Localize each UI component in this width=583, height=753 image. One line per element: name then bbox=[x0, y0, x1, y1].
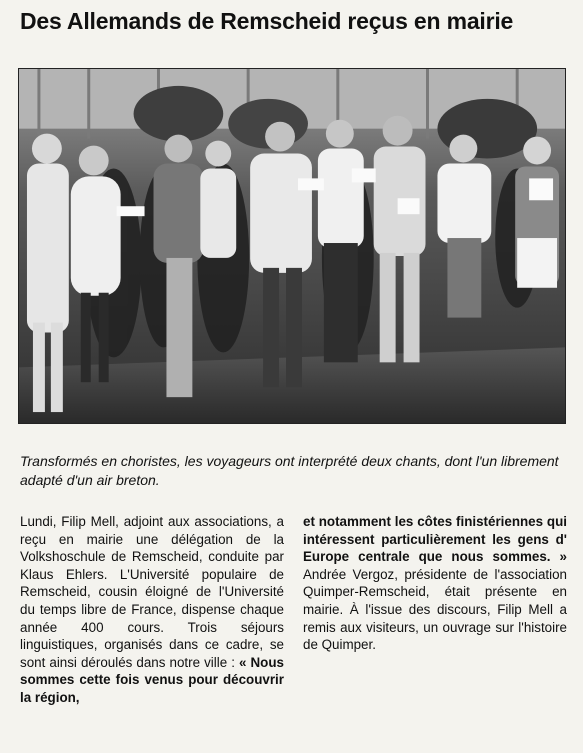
photo-caption: Transformés en choristes, les voyageurs ont interprété deux chants, dont l'un librement adapté d'un air breton. bbox=[20, 453, 559, 488]
article-body-right bbox=[303, 513, 567, 654]
body-left-quote: « Nous sommes cette fois venus pour découvrir la région, bbox=[20, 654, 284, 705]
article-body-left bbox=[20, 513, 284, 707]
body-right-quote: et notamment les côtes finistériennes qui intéressent particulièrement les gens d' Europe centrale que nous sommes. » bbox=[303, 514, 567, 565]
body-right-text: Andrée Vergoz, présidente de l'association Quimper-Remscheid, était présente en mairie. À l'issue des discours, Filip Mell a remis aux visiteurs, un ouvrage sur l'histoire de Quimper. bbox=[303, 566, 567, 653]
group-photo bbox=[18, 68, 566, 424]
body-left-text: Lundi, Filip Mell, adjoint aux associations, a reçu en mairie une délégation de la Volkshoschule de Remscheid, conduite par Klaus Ehlers. L'Université populaire de Remscheid, cousin éloigné de l'Université du temps libre de France, dispense chaque année 400 cours. Trois séjours linguistiques, organisés dans ce cadre, se sont ainsi déroulés dans notre ville : bbox=[20, 514, 284, 670]
photo-illustration bbox=[19, 69, 565, 423]
headline: Des Allemands de Remscheid reçus en mairie bbox=[20, 8, 514, 34]
